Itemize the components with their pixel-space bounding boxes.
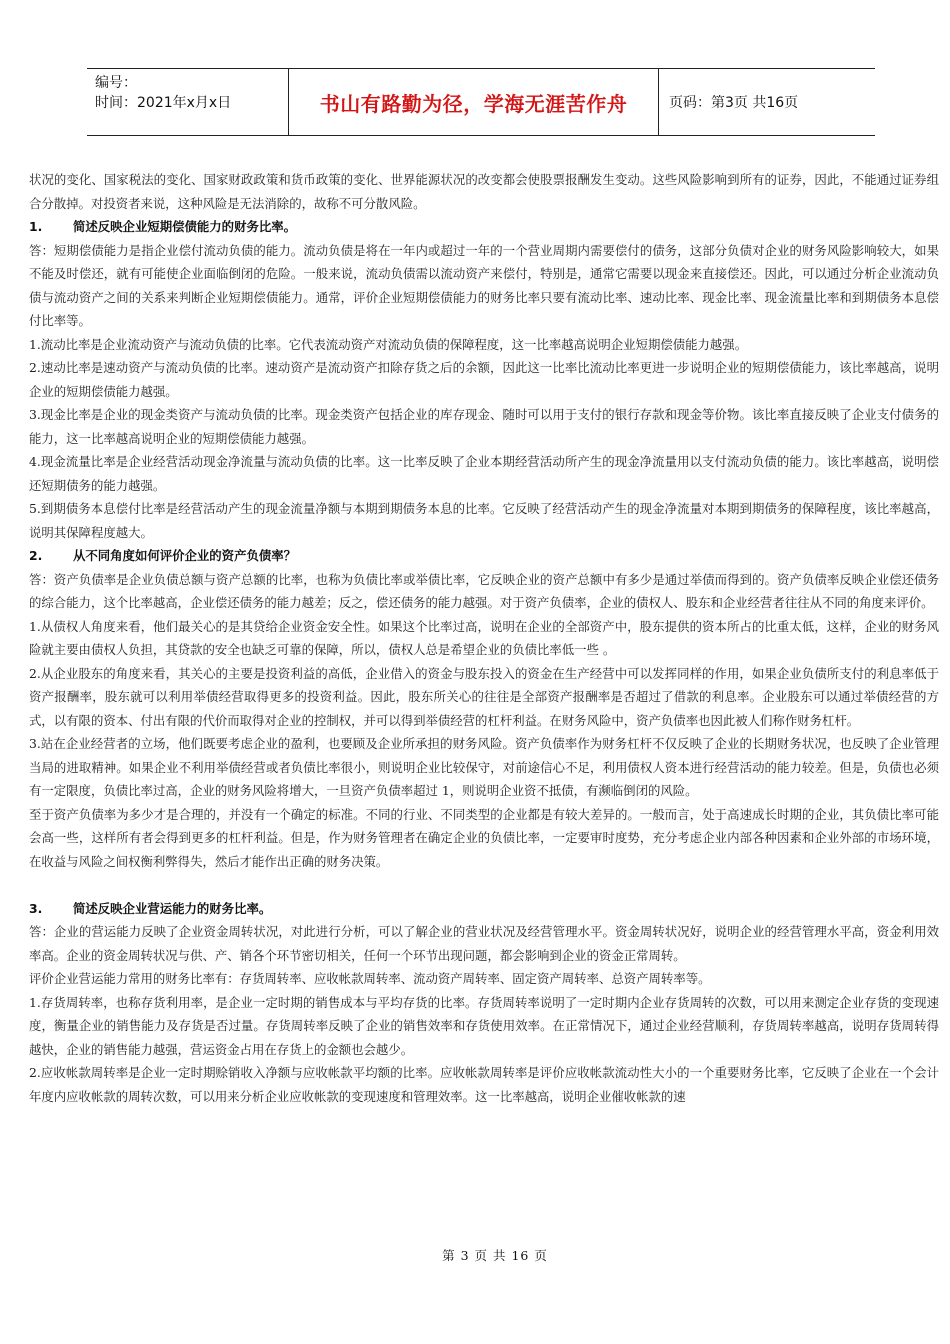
section-heading: [29, 544, 939, 568]
document-body: [29, 168, 939, 1108]
body-paragraph: 评价企业营运能力常用的财务比率有：存货周转率、应收帐款周转率、流动资产周转率、固定资产周转率、总资产周转率等。: [29, 971, 711, 986]
footer-page-number: 第 3 页 共 16 页: [442, 1248, 548, 1263]
page-info: 页码：第3页 共16页: [669, 95, 799, 111]
section-number: 2.: [29, 548, 43, 563]
body-paragraph: 答：资产负债率是企业负债总额与资产总额的比率，也称为负债比率或举债比率，它反映企业的资产总额中有多少是通过举债而得到的。资产负债率反映企业偿还债务的综合能力，这个比率越高，企业偿还债务的能力越差；反之，偿还债务的能力越强。对于资产负债率，企业的债权人、股东和企业经营者往往从不同的角度来评价。: [29, 571, 939, 610]
body-paragraph: 答：短期偿债能力是指企业偿付流动负债的能力。流动负债是将在一年内或超过一年的一个营业周期内需要偿付的债务，这部分负债对企业的财务风险影响较大，如果不能及时偿还，就有可能使企业面临倒闭的危险。一般来说，流动负债需以流动资产来偿付，特别是，通常它需要以现金来直接偿还。因此，可以通过分析企业流动负债与流动资产之间的关系来判断企业短期偿债能力。通常，评价企业短期偿债能力的财务比率只要有流动比率、速动比率、现金比率、现金流量比率和到期债务本息偿付比率等。: [29, 242, 939, 328]
header-meta-cell: [87, 69, 288, 135]
body-paragraph: 状况的变化、国家税法的变化、国家财政政策和货币政策的变化、世界能源状况的改变都会使股票报酬发生变动。这些风险影响到所有的证券，因此，不能通过证券组合分散掉。对投资者来说，这种风险是无法消除的，故称不可分散风险。: [29, 172, 939, 211]
body-paragraph: 1.流动比率是企业流动资产与流动负债的比率。它代表流动资产对流动负债的保障程度，这一比率越高说明企业短期偿债能力越强。: [29, 336, 748, 352]
body-paragraph: 4.现金流量比率是企业经营活动现金净流量与流动负债的比率。这一比率反映了企业本期经营活动所产生的现金净流量用以支付流动负债的能力。该比率越高，说明偿还短期债务的能力越强。: [29, 454, 939, 493]
body-paragraph: 3.现金比率是企业的现金类资产与流动负债的比率。现金类资产包括企业的库存现金、随时可以用于支付的银行存款和现金等价物。该比率直接反映了企业支付债务的能力，这一比率越高说明企业的短期偿债能力越强。: [29, 407, 939, 446]
section-title: 简述反映企业营运能力的财务比率。: [73, 900, 272, 916]
section-number: 3.: [29, 900, 43, 916]
body-paragraph: 2.从企业股东的角度来看，其关心的主要是投资利益的高低，企业借入的资金与股东投入的资金在生产经营中可以发挥同样的作用，如果企业负债所支付的利息率低于资产报酬率，股东就可以利用举债经营取得更多的投资利益。因此，股东所关心的往往是全部资产报酬率是否超过了借款的利息率。企业股东可以通过举债经营的方式，以有限的资本、付出有限的代价而取得对企业的控制权，并可以得到举债经营的杠杆利益。在财务风险中，资产负债率也因此被人们称作财务杠杆。: [29, 665, 939, 728]
section-heading: [29, 215, 939, 239]
document-header: [87, 68, 875, 136]
blank-line: [29, 873, 939, 897]
serial-number-label: 编号：: [95, 75, 137, 91]
header-motto-cell: [288, 69, 659, 135]
section-title: 简述反映企业短期偿债能力的财务比率。: [73, 219, 297, 234]
section-title: 从不同角度如何评价企业的资产负债率？: [73, 548, 297, 563]
body-paragraph: 5.到期债务本息偿付比率是经营活动产生的现金流量净额与本期到期债务本息的比率。它反映了经营活动产生的现金净流量对本期到期债务的保障程度，该比率越高，说明其保障程度越大。: [29, 501, 939, 540]
time-label: 时间：2021年x月x日: [95, 95, 232, 111]
section-number: 1.: [29, 219, 43, 234]
body-paragraph: 答：企业的营运能力反映了企业资金周转状况，对此进行分析，可以了解企业的营业状况及经营管理水平。资金周转状况好，说明企业的经营管理水平高，资金利用效率高。企业的资金周转状况与供、产、销各个环节密切相关，任何一个环节出现问题，都会影响到企业的资金正常周转。: [29, 924, 939, 963]
body-paragraph: 3.站在企业经营者的立场，他们既要考虑企业的盈利，也要顾及企业所承担的财务风险。资产负债率作为财务杠杆不仅反映了企业的长期财务状况，也反映了企业管理当局的进取精神。如果企业不利用举债经营或者负债比率很小，则说明企业比较保守，对前途信心不足，利用债权人资本进行经营活动的能力较差。但是，负债也必须有一定限度，负债比率过高，企业的财务风险将增大，一旦资产负债率超过 1，则说明企业资不抵债，有濒临倒闭的风险。: [29, 736, 939, 798]
motto-text: 书山有路勤为径，学海无涯苦作舟: [319, 91, 628, 116]
body-paragraph: 2.速动比率是速动资产与流动负债的比率。速动资产是流动资产扣除存货之后的余额，因此这一比率比流动比率更进一步说明企业的短期偿债能力，该比率越高，说明企业的短期偿债能力越强。: [29, 360, 939, 399]
body-paragraph: 2.应收帐款周转率是企业一定时期赊销收入净额与应收帐款平均额的比率。应收帐款周转率是评价应收帐款流动性大小的一个重要财务比率，它反映了企业在一个会计年度内应收帐款的周转次数，可以用来分析企业应收帐款的变现速度和管理效率。这一比率越高，说明企业催收帐款的速: [29, 1065, 939, 1104]
body-paragraph: 1.从债权人角度来看，他们最关心的是其贷给企业资金安全性。如果这个比率过高，说明在企业的全部资产中，股东提供的资本所占的比重太低，这样，企业的财务风险就主要由债权人负担，其贷款的安全也缺乏可靠的保障，所以，债权人总是希望企业的负债比率低一些 。: [29, 618, 939, 657]
section-heading: [29, 897, 939, 921]
body-paragraph: 至于资产负债率为多少才是合理的，并没有一个确定的标准。不同的行业、不同类型的企业都是有较大差异的。一般而言，处于高速成长时期的企业，其负债比率可能会高一些，这样所有者会得到更多的杠杆利益。但是，作为财务管理者在确定企业的负债比率，一定要审时度势，充分考虑企业内部各种因素和企业外部的市场环境，在收益与风险之间权衡利弊得失，然后才能作出正确的财务决策。: [29, 806, 939, 869]
body-paragraph: 1.存货周转率，也称存货利用率，是企业一定时期的销售成本与平均存货的比率。存货周转率说明了一定时期内企业存货周转的次数，可以用来测定企业存货的变现速度，衡量企业的销售能力及存货是否过量。存货周转率反映了企业的销售效率和存货使用效率。在正常情况下，通过企业经营顺利，存货周转率越高，说明存货周转得越快，企业的销售能力越强，营运资金占用在存货上的金额也会越少。: [29, 994, 939, 1057]
page-footer: [0, 1246, 950, 1264]
header-page-cell: [659, 69, 875, 135]
